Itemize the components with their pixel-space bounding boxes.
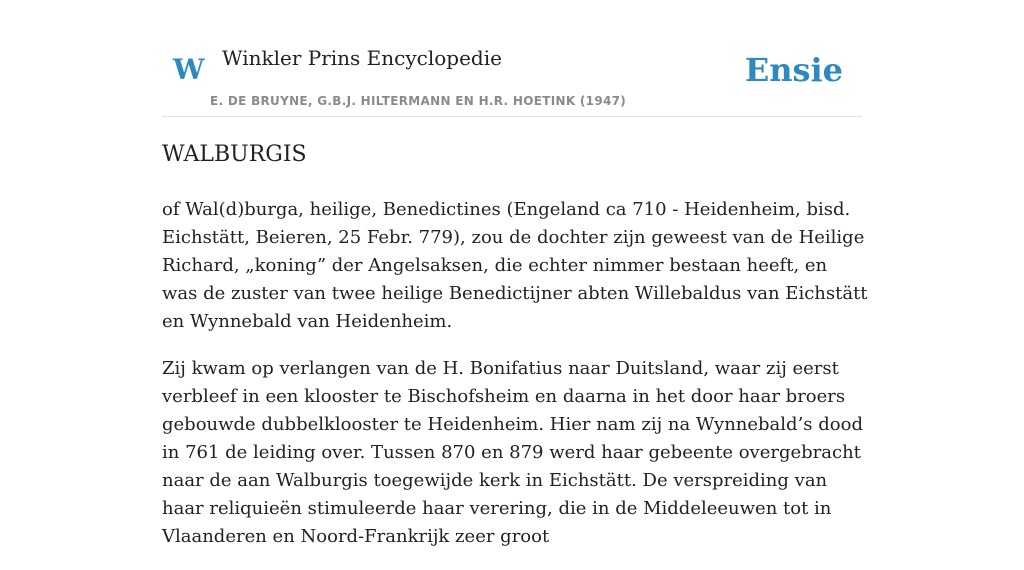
article-title: WALBURGIS xyxy=(162,142,307,167)
source-authors: E. DE BRUYNE, G.B.J. HILTERMANN EN H.R. HOETINK (1947) xyxy=(210,94,627,108)
brand-logo-link[interactable]: Ensie xyxy=(744,51,843,89)
article-paragraph-1: of Wal(d)burga, heilige, Benedictines (Engeland ca 710 - Heidenheim, bisd. Eichstätt, Beieren, 25 Febr. 779), zou de dochter zijn geweest van de Heilige Richard, „koning” der Angelsaksen, die echter nimmer bestaan heeft, en was de zuster van twee heilige Benedictijner abten Willebaldus van Eichstätt en Wynnebald van Heidenheim. xyxy=(162,199,868,332)
source-title: Winkler Prins Encyclopedie xyxy=(222,46,502,70)
article xyxy=(162,138,868,570)
header xyxy=(162,0,862,117)
source-logo-icon: W xyxy=(173,53,205,86)
article-paragraph-2: Zij kwam op verlangen van de H. Bonifatius naar Duitsland, waar zij eerst verbleef in een klooster te Bischofsheim en daarna in het door haar broers gebouwde dubbelklooster te Heidenheim. Hier nam zij na Wynnebald’s dood in 761 de leiding over. Tussen 870 en 879 werd haar gebeente overgebracht naar de aan Walburgis toegewijde kerk in Eichstätt. De verspreiding van haar reliquieën stimuleerde haar verering, die in de Middeleeuwen tot in Vlaanderen en Noord-Frankrijk zeer groot xyxy=(162,358,863,547)
